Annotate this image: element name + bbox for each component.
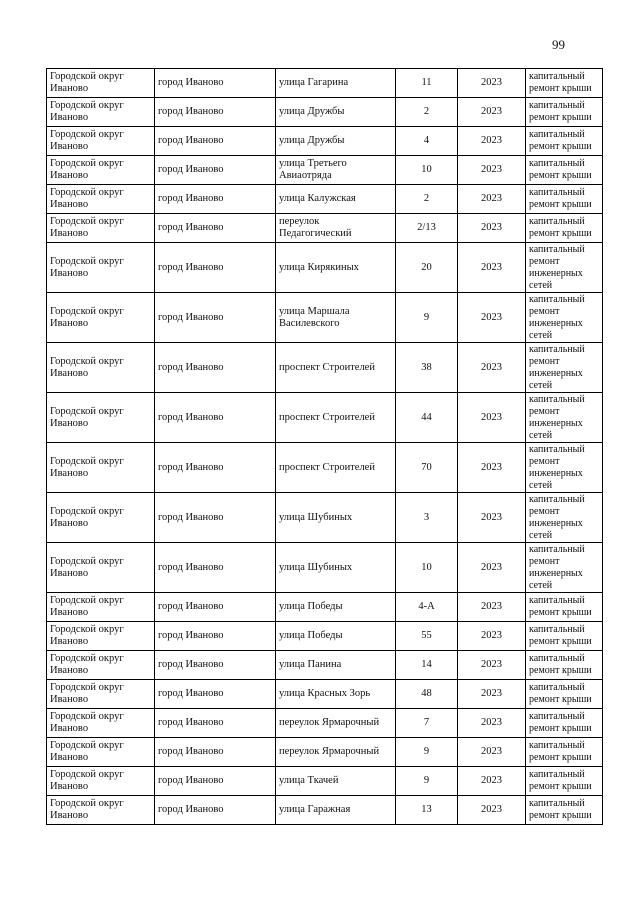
table-row [47, 185, 603, 214]
city-cell: город Иваново [155, 493, 276, 543]
work-type-cell: капитальный ремонт инженерных сетей [526, 393, 603, 443]
city-cell: город Иваново [155, 343, 276, 393]
work-type-cell: капитальный ремонт крыши [526, 709, 603, 738]
page-number: 99 [552, 37, 565, 52]
year-cell: 2023 [458, 393, 526, 443]
work-type-cell: капитальный ремонт крыши [526, 98, 603, 127]
district-cell: Городской округ Иваново [47, 98, 155, 127]
work-type-cell: капитальный ремонт крыши [526, 680, 603, 709]
work-type-cell: капитальный ремонт инженерных сетей [526, 293, 603, 343]
street-cell: улица Ткачей [276, 767, 396, 796]
table-row [47, 651, 603, 680]
house-number-cell: 55 [396, 622, 458, 651]
street-cell: улица Маршала Василевского [276, 293, 396, 343]
table-row [47, 738, 603, 767]
district-cell: Городской округ Иваново [47, 709, 155, 738]
house-number-cell: 38 [396, 343, 458, 393]
district-cell: Городской округ Иваново [47, 593, 155, 622]
work-type-cell: капитальный ремонт крыши [526, 69, 603, 98]
table-row [47, 343, 603, 393]
work-type-cell: капитальный ремонт инженерных сетей [526, 443, 603, 493]
street-cell: проспект Строителей [276, 393, 396, 443]
street-cell: улица Кирякиных [276, 243, 396, 293]
repair-schedule-table [46, 68, 603, 825]
street-cell: проспект Строителей [276, 443, 396, 493]
city-cell: город Иваново [155, 709, 276, 738]
table-row [47, 622, 603, 651]
year-cell: 2023 [458, 543, 526, 593]
year-cell: 2023 [458, 622, 526, 651]
work-type-cell: капитальный ремонт крыши [526, 593, 603, 622]
street-cell: улица Калужская [276, 185, 396, 214]
district-cell: Городской округ Иваново [47, 738, 155, 767]
city-cell: город Иваново [155, 156, 276, 185]
city-cell: город Иваново [155, 738, 276, 767]
city-cell: город Иваново [155, 393, 276, 443]
work-type-cell: капитальный ремонт инженерных сетей [526, 243, 603, 293]
year-cell: 2023 [458, 651, 526, 680]
district-cell: Городской округ Иваново [47, 796, 155, 825]
year-cell: 2023 [458, 156, 526, 185]
district-cell: Городской округ Иваново [47, 680, 155, 709]
city-cell: город Иваново [155, 796, 276, 825]
street-cell: улица Красных Зорь [276, 680, 396, 709]
house-number-cell: 13 [396, 796, 458, 825]
street-cell: переулок Ярмарочный [276, 709, 396, 738]
house-number-cell: 44 [396, 393, 458, 443]
city-cell: город Иваново [155, 98, 276, 127]
city-cell: город Иваново [155, 543, 276, 593]
house-number-cell: 2 [396, 185, 458, 214]
table-row [47, 767, 603, 796]
year-cell: 2023 [458, 69, 526, 98]
city-cell: город Иваново [155, 214, 276, 243]
table-row [47, 493, 603, 543]
city-cell: город Иваново [155, 680, 276, 709]
work-type-cell: капитальный ремонт крыши [526, 156, 603, 185]
table-row [47, 243, 603, 293]
street-cell: улица Гаражная [276, 796, 396, 825]
city-cell: город Иваново [155, 767, 276, 796]
district-cell: Городской округ Иваново [47, 127, 155, 156]
street-cell: улица Победы [276, 593, 396, 622]
street-cell: переулок Педагогический [276, 214, 396, 243]
house-number-cell: 70 [396, 443, 458, 493]
street-cell: улица Панина [276, 651, 396, 680]
house-number-cell: 48 [396, 680, 458, 709]
city-cell: город Иваново [155, 651, 276, 680]
city-cell: город Иваново [155, 443, 276, 493]
year-cell: 2023 [458, 738, 526, 767]
table-row [47, 214, 603, 243]
table-row [47, 709, 603, 738]
house-number-cell: 10 [396, 543, 458, 593]
year-cell: 2023 [458, 680, 526, 709]
house-number-cell: 2 [396, 98, 458, 127]
house-number-cell: 9 [396, 767, 458, 796]
year-cell: 2023 [458, 214, 526, 243]
house-number-cell: 7 [396, 709, 458, 738]
table-row [47, 680, 603, 709]
house-number-cell: 9 [396, 293, 458, 343]
district-cell: Городской округ Иваново [47, 767, 155, 796]
district-cell: Городской округ Иваново [47, 214, 155, 243]
work-type-cell: капитальный ремонт крыши [526, 214, 603, 243]
year-cell: 2023 [458, 709, 526, 738]
year-cell: 2023 [458, 593, 526, 622]
street-cell: улица Дружбы [276, 127, 396, 156]
work-type-cell: капитальный ремонт крыши [526, 767, 603, 796]
work-type-cell: капитальный ремонт крыши [526, 738, 603, 767]
street-cell: улица Дружбы [276, 98, 396, 127]
year-cell: 2023 [458, 243, 526, 293]
table-row [47, 443, 603, 493]
district-cell: Городской округ Иваново [47, 443, 155, 493]
year-cell: 2023 [458, 796, 526, 825]
table-row [47, 393, 603, 443]
street-cell: улица Гагарина [276, 69, 396, 98]
year-cell: 2023 [458, 493, 526, 543]
city-cell: город Иваново [155, 69, 276, 98]
table-row [47, 127, 603, 156]
house-number-cell: 4 [396, 127, 458, 156]
table-row [47, 156, 603, 185]
district-cell: Городской округ Иваново [47, 185, 155, 214]
work-type-cell: капитальный ремонт инженерных сетей [526, 493, 603, 543]
table-row [47, 98, 603, 127]
city-cell: город Иваново [155, 243, 276, 293]
year-cell: 2023 [458, 127, 526, 156]
house-number-cell: 3 [396, 493, 458, 543]
city-cell: город Иваново [155, 593, 276, 622]
year-cell: 2023 [458, 185, 526, 214]
work-type-cell: капитальный ремонт крыши [526, 185, 603, 214]
district-cell: Городской округ Иваново [47, 493, 155, 543]
work-type-cell: капитальный ремонт инженерных сетей [526, 543, 603, 593]
district-cell: Городской округ Иваново [47, 651, 155, 680]
table-row [47, 543, 603, 593]
year-cell: 2023 [458, 443, 526, 493]
street-cell: улица Шубиных [276, 543, 396, 593]
house-number-cell: 11 [396, 69, 458, 98]
table-row [47, 796, 603, 825]
work-type-cell: капитальный ремонт инженерных сетей [526, 343, 603, 393]
house-number-cell: 9 [396, 738, 458, 767]
house-number-cell: 10 [396, 156, 458, 185]
street-cell: улица Шубиных [276, 493, 396, 543]
district-cell: Городской округ Иваново [47, 156, 155, 185]
street-cell: улица Третьего Авиаотряда [276, 156, 396, 185]
district-cell: Городской округ Иваново [47, 293, 155, 343]
district-cell: Городской округ Иваново [47, 343, 155, 393]
street-cell: улица Победы [276, 622, 396, 651]
work-type-cell: капитальный ремонт крыши [526, 127, 603, 156]
house-number-cell: 14 [396, 651, 458, 680]
house-number-cell: 2/13 [396, 214, 458, 243]
table-row [47, 593, 603, 622]
district-cell: Городской округ Иваново [47, 243, 155, 293]
year-cell: 2023 [458, 767, 526, 796]
district-cell: Городской округ Иваново [47, 622, 155, 651]
city-cell: город Иваново [155, 185, 276, 214]
year-cell: 2023 [458, 343, 526, 393]
street-cell: проспект Строителей [276, 343, 396, 393]
district-cell: Городской округ Иваново [47, 393, 155, 443]
year-cell: 2023 [458, 98, 526, 127]
work-type-cell: капитальный ремонт крыши [526, 622, 603, 651]
district-cell: Городской округ Иваново [47, 69, 155, 98]
city-cell: город Иваново [155, 622, 276, 651]
work-type-cell: капитальный ремонт крыши [526, 796, 603, 825]
year-cell: 2023 [458, 293, 526, 343]
house-number-cell: 20 [396, 243, 458, 293]
house-number-cell: 4-А [396, 593, 458, 622]
city-cell: город Иваново [155, 127, 276, 156]
table-row [47, 293, 603, 343]
district-cell: Городской округ Иваново [47, 543, 155, 593]
work-type-cell: капитальный ремонт крыши [526, 651, 603, 680]
street-cell: переулок Ярмарочный [276, 738, 396, 767]
table-row [47, 69, 603, 98]
city-cell: город Иваново [155, 293, 276, 343]
